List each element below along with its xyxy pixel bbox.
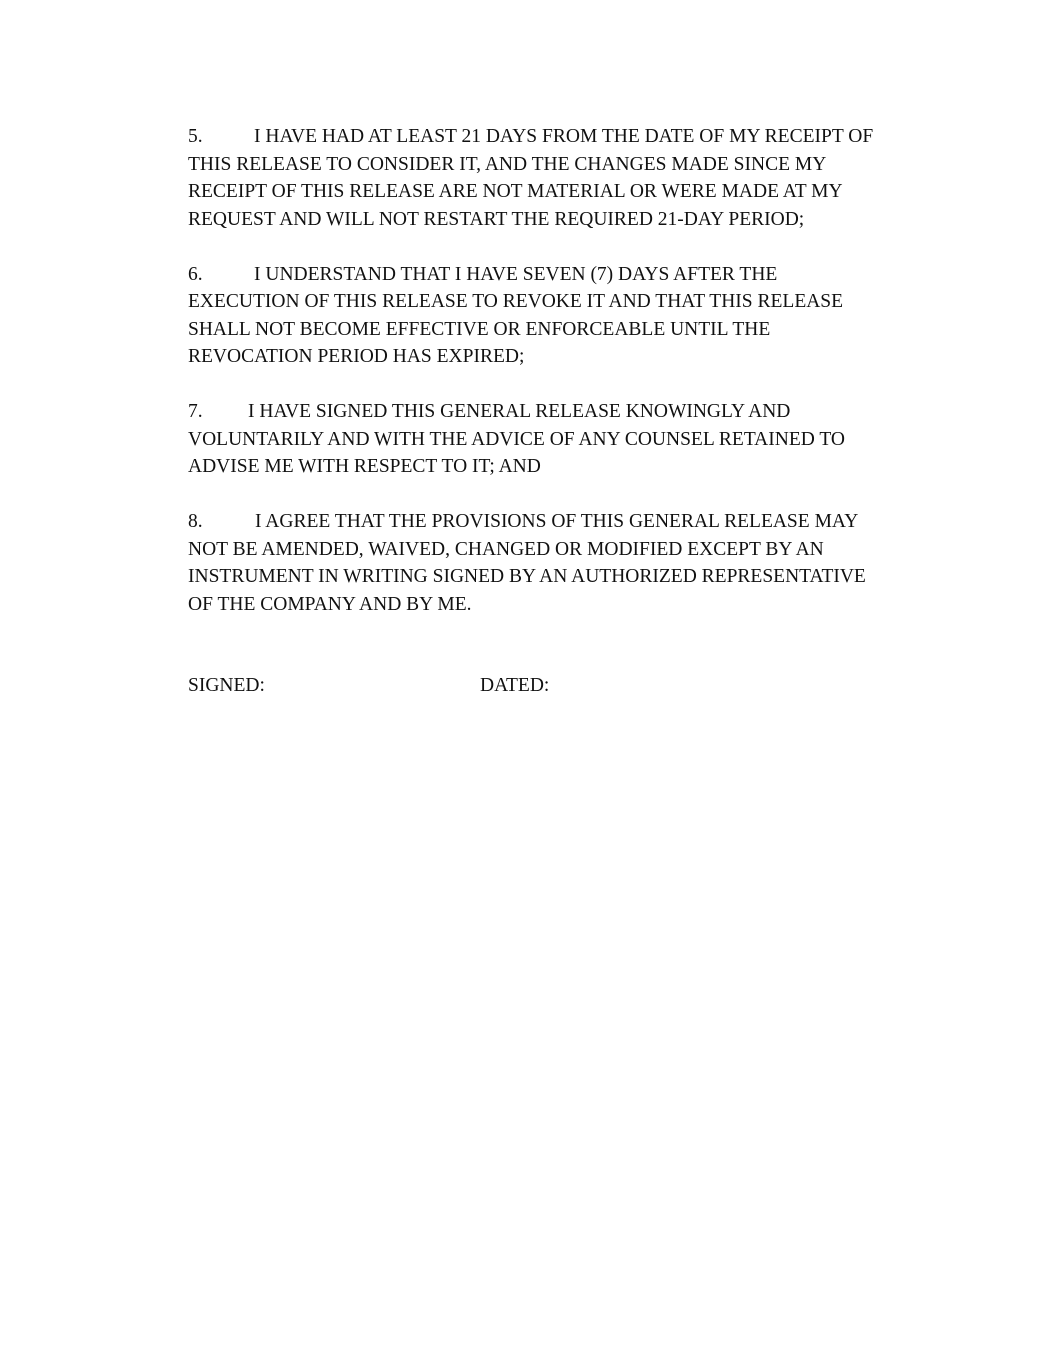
paragraph-number: 8. — [188, 511, 203, 532]
paragraph-line: REQUEST AND WILL NOT RESTART THE REQUIRED 21-DAY PERIOD; — [188, 208, 805, 230]
paragraph-line: EXECUTION OF THIS RELEASE TO REVOKE IT AND THAT THIS RELEASE — [188, 291, 844, 312]
paragraph-6 — [188, 261, 938, 371]
dated-label: DATED: — [480, 675, 550, 696]
paragraph-line: RECEIPT OF THIS RELEASE ARE NOT MATERIAL OR WERE MADE AT MY — [188, 181, 843, 202]
paragraph-line: INSTRUMENT IN WRITING SIGNED BY AN AUTHORIZED REPRESENTATIVE — [188, 566, 866, 587]
paragraph-line: ADVISE ME WITH RESPECT TO IT; AND — [188, 456, 541, 477]
paragraph-number: 6. — [188, 263, 203, 285]
paragraph-line: SHALL NOT BECOME EFFECTIVE OR ENFORCEABLE UNTIL THE — [188, 318, 771, 340]
paragraph-line: I HAVE SIGNED THIS GENERAL RELEASE KNOWINGLY AND — [248, 401, 791, 422]
paragraph-line: THIS RELEASE TO CONSIDER IT, AND THE CHANGES MADE SINCE MY — [188, 153, 827, 175]
paragraph-7 — [188, 398, 938, 481]
paragraph-line: NOT BE AMENDED, WAIVED, CHANGED OR MODIFIED EXCEPT BY AN — [188, 538, 824, 560]
paragraph-line: I UNDERSTAND THAT I HAVE SEVEN (7) DAYS AFTER THE — [254, 263, 778, 285]
paragraph-8 — [188, 508, 938, 618]
paragraph-line: OF THE COMPANY AND BY ME. — [188, 593, 472, 615]
signature-block — [188, 672, 688, 700]
paragraph-line: REVOCATION PERIOD HAS EXPIRED; — [188, 346, 525, 367]
paragraph-line: I AGREE THAT THE PROVISIONS OF THIS GENERAL RELEASE MAY — [255, 511, 859, 532]
document-body — [188, 123, 938, 646]
paragraph-5 — [188, 123, 938, 233]
paragraph-line: VOLUNTARILY AND WITH THE ADVICE OF ANY COUNSEL RETAINED TO — [188, 428, 845, 450]
paragraph-number: 5. — [188, 126, 203, 147]
signed-label: SIGNED: — [188, 675, 265, 696]
paragraph-number: 7. — [188, 401, 203, 422]
paragraph-line: I HAVE HAD AT LEAST 21 DAYS FROM THE DATE OF MY RECEIPT OF — [254, 126, 874, 147]
